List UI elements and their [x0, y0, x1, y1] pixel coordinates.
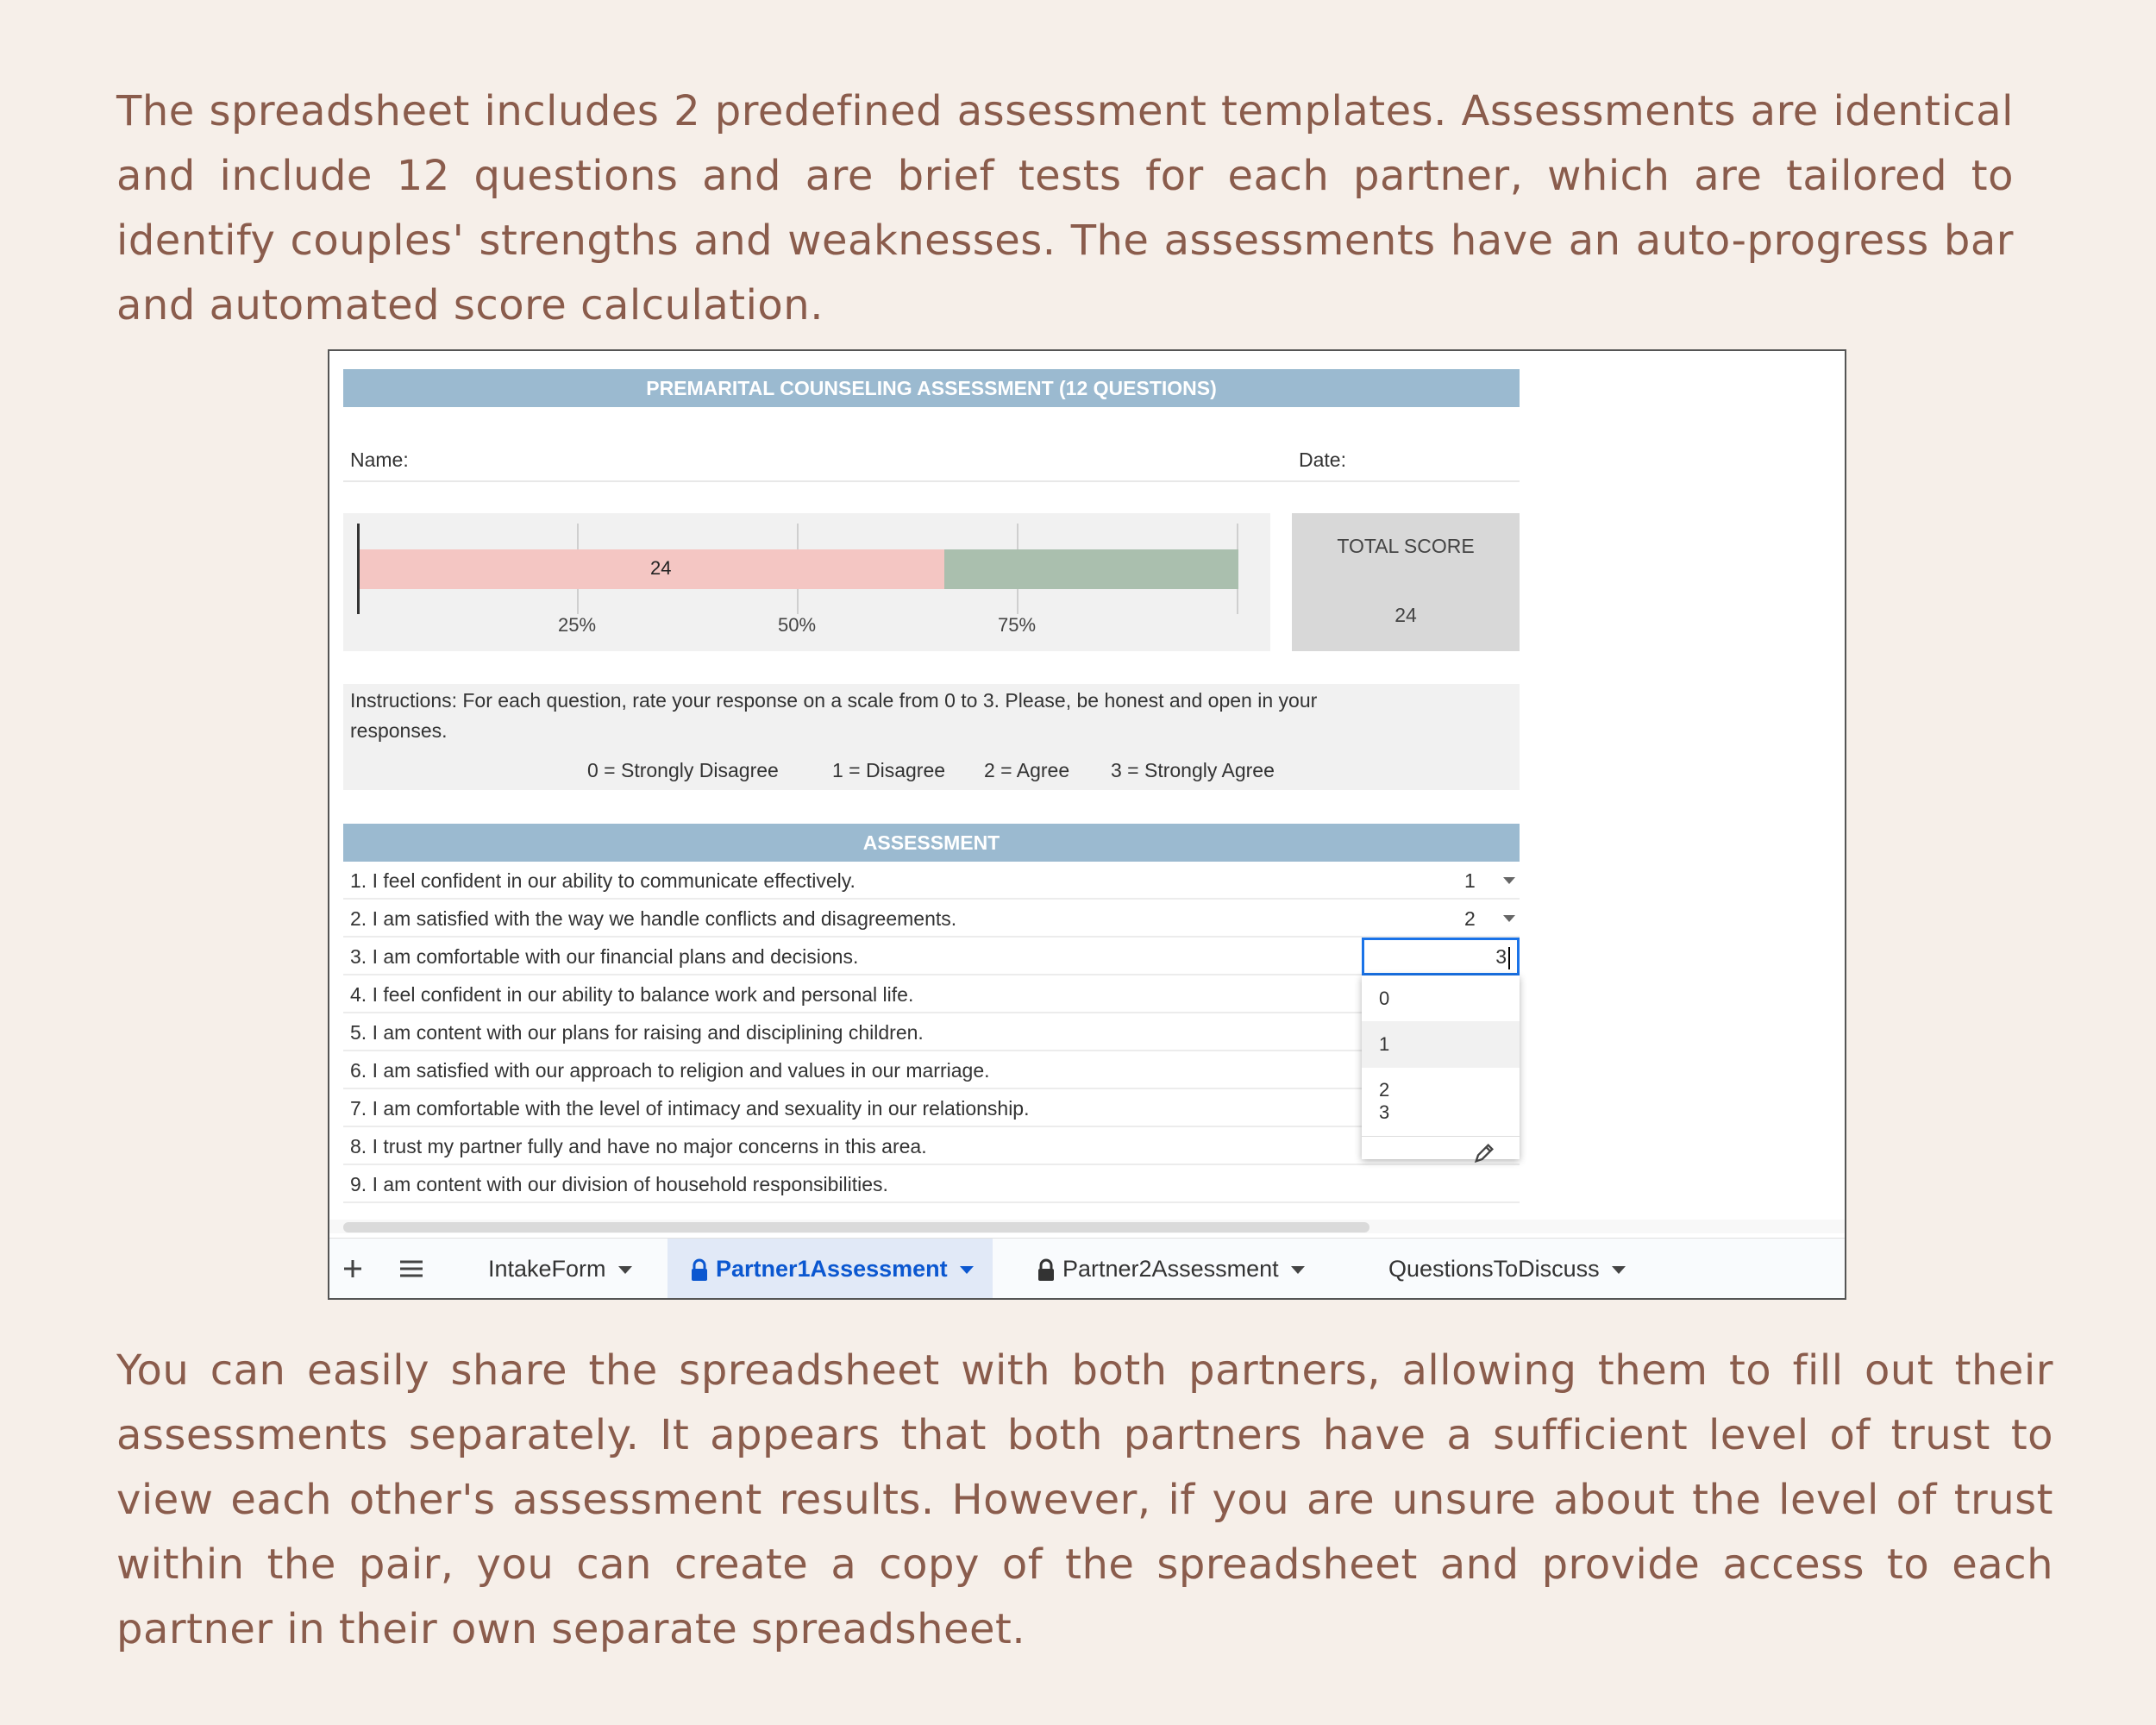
question-row	[343, 1165, 1520, 1203]
question-row	[343, 1127, 1520, 1165]
progress-axis	[357, 524, 360, 614]
total-score-label: TOTAL SCORE	[1337, 535, 1475, 557]
total-score-box	[1292, 513, 1520, 651]
scale-2: 2 = Agree	[984, 759, 1070, 781]
tab-intakeform[interactable]	[469, 1239, 651, 1299]
question-row	[343, 975, 1520, 1013]
dropdown-option[interactable]: 0	[1379, 988, 1390, 1009]
progress-bar-value: 24	[650, 557, 672, 579]
date-label: Date:	[1299, 448, 1346, 471]
dropdown-option[interactable]: 2	[1379, 1079, 1390, 1101]
question-text: 5. I am content with our plans for raising and disciplining children.	[350, 1021, 924, 1044]
question-row	[343, 1051, 1520, 1089]
tab-partner1assessment[interactable]	[667, 1239, 993, 1299]
tab-partner2assessment[interactable]	[1018, 1239, 1324, 1299]
dropdown-divider	[1362, 1136, 1520, 1137]
scale-1: 1 = Disagree	[832, 759, 946, 781]
name-label: Name:	[350, 448, 409, 471]
name-date-underline	[343, 480, 1520, 482]
instructions-box	[343, 684, 1520, 790]
scale-0: 0 = Strongly Disagree	[587, 759, 779, 781]
intro-paragraph: The spreadsheet includes 2 predefined assessment templates. Assessments are identical and include 12 questions and are brief tests for each partner, which are tailored to identify couples' strengths and weaknesses. The assessments have an auto-progress bar and automated score calculation.	[116, 87, 2014, 329]
progress-bar-remaining	[944, 549, 1238, 589]
outro-paragraph: You can easily share the spreadsheet with both partners, allowing them to fill out their assessments separately. It appears that both partners have a sufficient level of trust to view each other's assessment results. However, if you are unsure about the level of trust within the pair, you can create a copy of the spreadsheet and provide access to each partner in their own separate spreadsheet.	[116, 1346, 2053, 1653]
progress-chart	[343, 513, 1270, 651]
question-value[interactable]: 2	[1464, 907, 1476, 930]
assessment-header: ASSESSMENT	[343, 824, 1520, 862]
total-score-value: 24	[1395, 604, 1417, 626]
question-row	[343, 1013, 1520, 1051]
chevron-down-icon[interactable]	[1503, 915, 1515, 922]
question-row	[343, 900, 1520, 938]
scale-3: 3 = Strongly Agree	[1111, 759, 1275, 781]
spreadsheet-screenshot	[328, 349, 1846, 1300]
question-text: 2. I am satisfied with the way we handle conflicts and disagreements.	[350, 907, 957, 930]
question-row	[343, 1089, 1520, 1127]
question-text: 7. I am comfortable with the level of intimacy and sexuality in our relationship.	[350, 1097, 1030, 1120]
tab-label: QuestionsToDiscuss	[1388, 1256, 1600, 1282]
instructions-text: Instructions: For each question, rate your response on a scale from 0 to 3. Please, be honest and open in your responses.	[350, 689, 1318, 742]
chevron-down-icon[interactable]	[1612, 1266, 1626, 1274]
tab-label: Partner1Assessment	[716, 1256, 948, 1282]
question-row	[343, 938, 1520, 975]
chevron-down-icon[interactable]	[1291, 1266, 1305, 1274]
all-sheets-menu-icon[interactable]	[398, 1258, 424, 1280]
chevron-down-icon[interactable]	[618, 1266, 632, 1274]
question-text: 8. I trust my partner fully and have no major concerns in this area.	[350, 1135, 927, 1157]
question-row	[343, 862, 1520, 900]
question-text: 4. I feel confident in our ability to balance work and personal life.	[350, 983, 914, 1006]
active-cell-editor[interactable]	[1362, 938, 1520, 975]
value-dropdown	[1362, 975, 1520, 1159]
tick-75: 75%	[998, 614, 1037, 636]
tab-label: IntakeForm	[488, 1256, 606, 1282]
add-sheet-icon[interactable]	[342, 1258, 364, 1280]
question-text: 1. I feel confident in our ability to communicate effectively.	[350, 869, 856, 892]
dropdown-option[interactable]: 1	[1362, 1021, 1520, 1068]
tab-questionstodiscuss[interactable]	[1369, 1239, 1645, 1299]
active-cell-value[interactable]: 3	[1495, 945, 1507, 968]
sheet-tab-bar	[329, 1238, 1846, 1300]
lock-icon	[1037, 1258, 1056, 1283]
assessment-title: PREMARITAL COUNSELING ASSESSMENT (12 QUESTIONS)	[343, 369, 1520, 407]
question-value[interactable]: 1	[1464, 869, 1476, 892]
chevron-down-icon[interactable]	[960, 1266, 974, 1274]
text-cursor	[1508, 947, 1510, 969]
lock-icon	[690, 1258, 709, 1283]
tab-label: Partner2Assessment	[1062, 1256, 1279, 1282]
tick-50: 50%	[778, 614, 817, 636]
question-text: 9. I am content with our division of household responsibilities.	[350, 1173, 888, 1195]
question-text: 3. I am comfortable with our financial plans and decisions.	[350, 945, 859, 968]
dropdown-option[interactable]: 3	[1379, 1101, 1390, 1123]
chevron-down-icon[interactable]	[1503, 877, 1515, 884]
edit-pencil-icon[interactable]	[1472, 1141, 1496, 1165]
horizontal-scrollbar-thumb[interactable]	[343, 1222, 1369, 1233]
tick-25: 25%	[558, 614, 597, 636]
question-text: 6. I am satisfied with our approach to religion and values in our marriage.	[350, 1059, 990, 1082]
